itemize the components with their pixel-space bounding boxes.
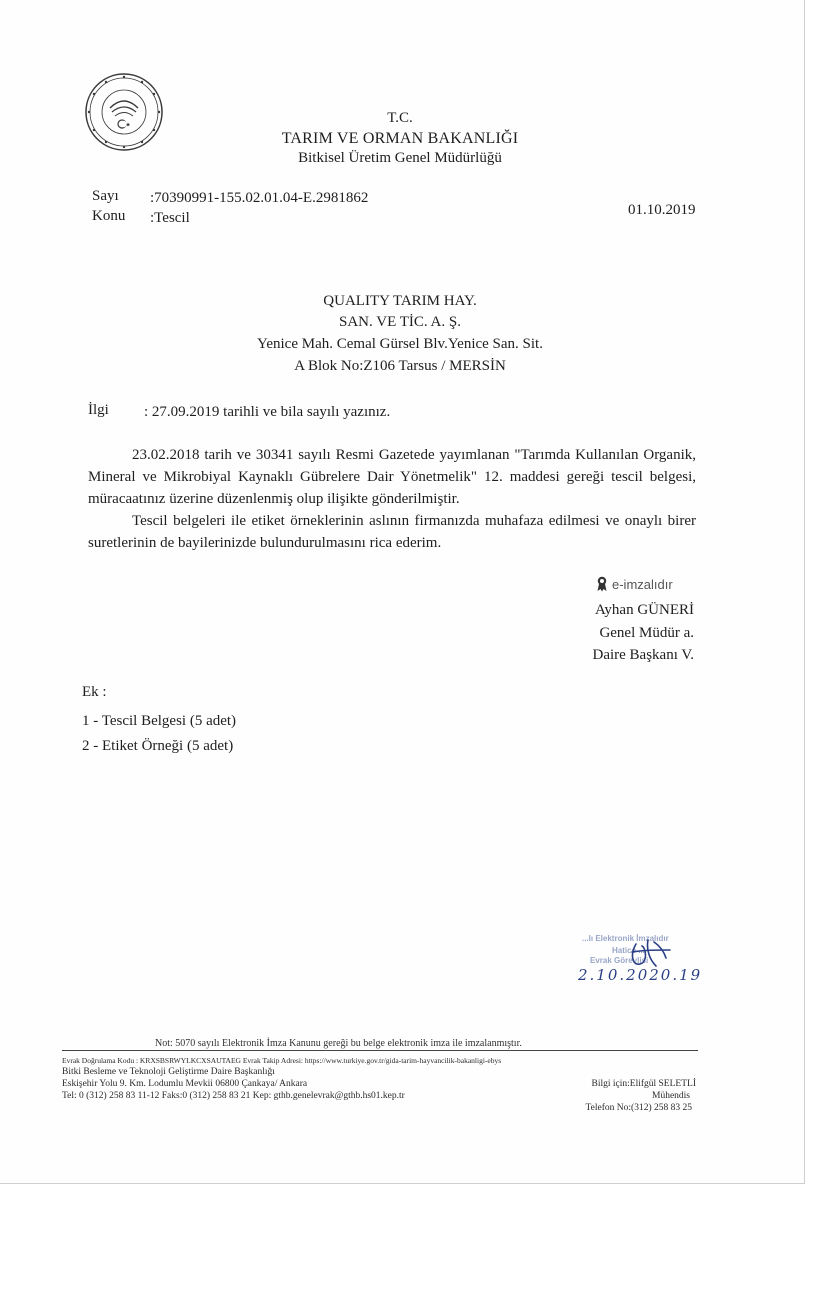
ministry-seal-icon [84, 72, 164, 152]
recipient-line-2: SAN. VE TİC. A. Ş. [339, 314, 461, 330]
handwritten-date: 2.10.2020.19 [578, 966, 703, 984]
e-signature-label: e-imzalıdır [612, 577, 673, 592]
recipient-line-1: QUALITY TARIM HAY. [323, 293, 477, 309]
sayi-label: Sayı [92, 188, 119, 204]
ilgi-label: İlgi [88, 402, 109, 418]
footer-divider [62, 1050, 698, 1051]
footer-info-phone: Telefon No:(312) 258 83 25 [585, 1103, 692, 1113]
signatory-name: Ayhan GÜNERİ [594, 602, 694, 618]
footer-info-role: Mühendis [652, 1091, 690, 1101]
footer-note: Not: 5070 sayılı Elektronik İmza Kanunu gereği bu belge elektronik imza ile imzalanmıştır. [155, 1038, 522, 1049]
footer-address: Eskişehir Yolu 9. Km. Lodumlu Mevkii 06800 Çankaya/ Ankara [62, 1079, 308, 1089]
stamp-line-3: Evrak Görevlisi [590, 956, 649, 965]
footer-verification: Evrak Doğrulama Kodu : KRXSBSRWYLKCXSAUTAEG Evrak Takip Adresi: https://www.turkiye.gov.tr/gida-tarim-hayvancilik-bakanligi-ebys [62, 1056, 502, 1065]
ilgi-text: : 27.09.2019 tarihli ve bila sayılı yazınız. [144, 404, 391, 420]
footer-department: Bitki Besleme ve Teknoloji Geliştirme Daire Başkanlığı [62, 1067, 275, 1077]
stamp-line-1: ...lı Elektronik İmzalıdır [582, 934, 669, 943]
signatory-title-1: Genel Müdür a. [599, 625, 694, 641]
ribbon-icon [596, 576, 608, 592]
sayi-value: :70390991-155.02.01.04-E.2981862 [150, 190, 369, 206]
stamp-line-2: Hatice ... [612, 946, 645, 955]
konu-value: :Tescil [150, 210, 190, 226]
header-ministry: TARIM VE ORMAN BAKANLIĞI [281, 130, 519, 147]
header-tc: T.C. [387, 110, 413, 126]
body-paragraph-2: Tescil belgeleri ile etiket örneklerinin aslının firmanızda muhafaza edilmesi ve onaylı birer suretlerinin de bayilerinizde bulundurulmasını rica ederim. [88, 513, 696, 551]
footer-info-label: Bilgi için:Elifgül SELETLİ [591, 1079, 696, 1089]
body-paragraph-1: 23.02.2018 tarih ve 30341 sayılı Resmi Gazetede yayımlanan "Tarımda Kullanılan Organik, Mineral ve Mikrobiyal Kaynaklı Gübrelere Dair Yönetmelik" 12. maddesi gereği tescil belgesi, müracaatınız üzerine düzenlenmiş olup ilişikte gönderilmiştir. [88, 447, 696, 507]
attachment-item-2: 2 - Etiket Örneği (5 adet) [82, 738, 234, 754]
recipient-line-4: A Blok No:Z106 Tarsus / MERSİN [294, 358, 506, 374]
signatory-title-2: Daire Başkanı V. [592, 647, 694, 663]
konu-label: Konu [92, 208, 126, 224]
header-directorate: Bitkisel Üretim Genel Müdürlüğü [298, 150, 502, 166]
footer-contact: Tel: 0 (312) 258 83 11-12 Faks:0 (312) 258 83 21 Kep: gthb.genelevrak@gthb.hs01.kep.tr [62, 1091, 405, 1101]
attachments-label: Ek : [82, 684, 107, 700]
document-date: 01.10.2019 [628, 202, 696, 218]
e-signature-mark [596, 576, 673, 592]
recipient-line-3: Yenice Mah. Cemal Gürsel Blv.Yenice San. Sit. [257, 336, 543, 352]
attachment-item-1: 1 - Tescil Belgesi (5 adet) [82, 713, 237, 729]
